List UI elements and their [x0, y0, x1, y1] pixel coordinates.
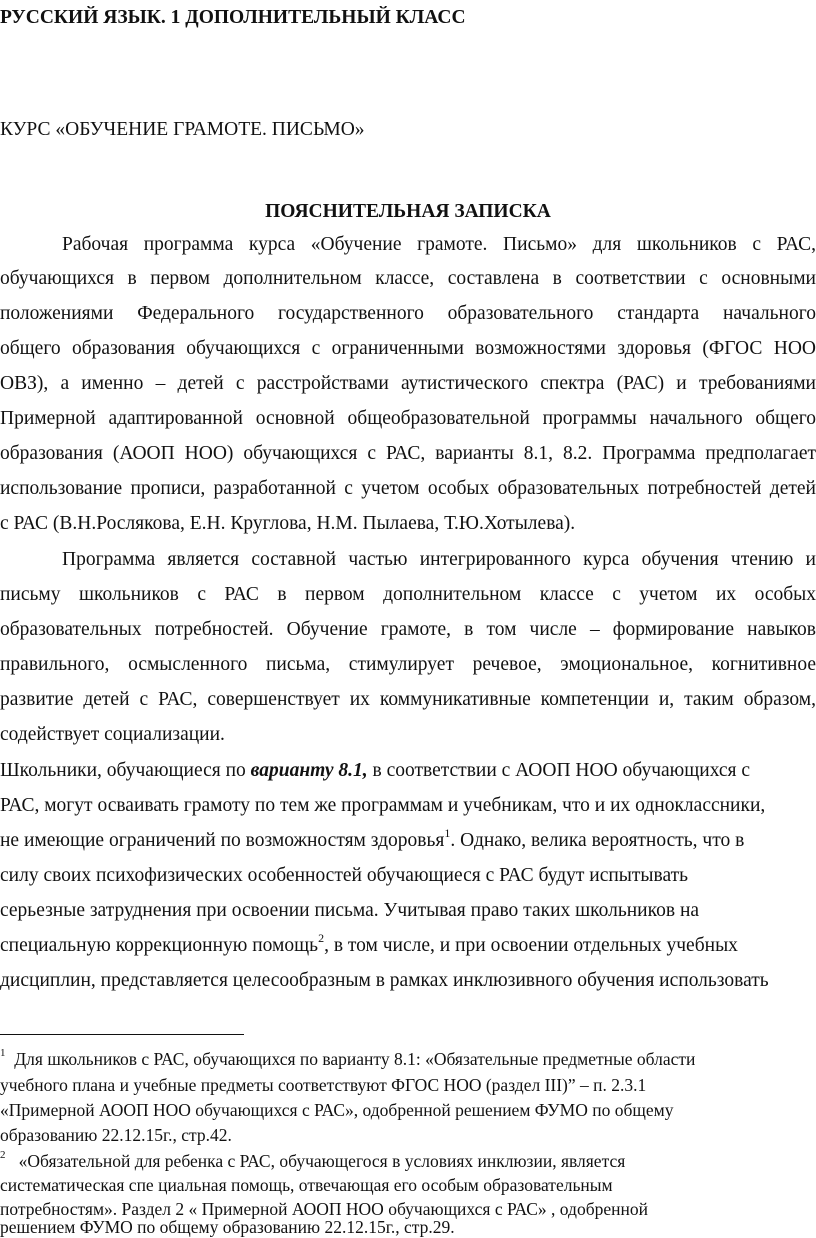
- note-heading: ПОЯСНИТЕЛЬНАЯ ЗАПИСКА: [265, 201, 551, 222]
- paragraph-line: образования (АООП НОО) обучающихся с РАС, варианты 8.1, 8.2. Программа предполагает: [0, 443, 816, 464]
- footnote-line: «Примерной АООП НОО обучающихся с РАС», одобренной решением ФУМО по общему: [0, 1100, 674, 1120]
- footnote-separator: [0, 1034, 244, 1035]
- paragraph-line: дисциплин, представляется целесообразным в рамках инклюзивного обучения использовать: [0, 970, 769, 991]
- footnote-line: учебного плана и учебные предметы соответствуют ФГОС НОО (раздел III)” – п. 2.3.1: [0, 1075, 647, 1095]
- paragraph-line: развитие детей с РАС, совершенствует их коммуникативные компетенции и, таким образом,: [0, 689, 816, 710]
- paragraph-line: РАС, могут осваивать грамоту по тем же программам и учебникам, что и их одноклассники,: [0, 795, 766, 816]
- footnote-ref-1[interactable]: 1: [444, 829, 451, 840]
- paragraph-line: [0, 759, 816, 783]
- paragraph-line: правильного, осмысленного письма, стимулирует речевое, эмоциональное, когнитивное: [0, 654, 816, 675]
- footnote-mark-1: 1: [0, 1048, 6, 1060]
- paragraph-line: письму школьников с РАС в первом дополнительном классе с учетом их особых: [0, 584, 816, 605]
- footnote-text: Для школьников с РАС, обучающихся по варианту 8.1: «Обязательные предметные области: [14, 1049, 696, 1069]
- footnote-text: «Обязательной для ребенка с РАС, обучающегося в условиях инклюзии, является: [18, 1151, 626, 1171]
- paragraph-line: положениями Федерального государственного образовательного стандарта начального: [0, 303, 816, 324]
- paragraph-line: Рабочая программа курса «Обучение грамоте. Письмо» для школьников с РАС,: [62, 234, 816, 255]
- paragraph-text: Школьники, обучающиеся по: [0, 760, 251, 781]
- paragraph-line: с РАС (В.Н.Рослякова, Е.Н. Круглова, Н.М. Пылаева, Т.Ю.Хотылева).: [0, 513, 576, 534]
- footnote-line: решением ФУМО по общему образованию 22.12.15г., стр.29.: [0, 1217, 455, 1237]
- course-title: КУРС «ОБУЧЕНИЕ ГРАМОТЕ. ПИСЬМО»: [0, 119, 365, 140]
- paragraph-text: не имеющие ограничений по возможностям здоровья: [0, 830, 445, 851]
- paragraph-text: в соответствии с АООП НОО обучающихся с: [367, 760, 751, 781]
- footnote-line: образованию 22.12.15г., стр.42.: [0, 1125, 232, 1145]
- paragraph-line: Программа является составной частью интегрированного курса обучения чтению и: [62, 549, 816, 570]
- paragraph-text: специальную коррекционную помощь: [0, 935, 319, 956]
- document-header-title: РУССКИЙ ЯЗЫК. 1 ДОПОЛНИТЕЛЬНЫЙ КЛАСС: [0, 7, 466, 28]
- footnote-mark-2: 2: [0, 1150, 6, 1162]
- paragraph-line: ОВЗ), а именно – детей с расстройствами аутистического спектра (РАС) и требованиями: [0, 373, 816, 394]
- footnote-line: потребностям». Раздел 2 « Примерной АООП НОО обучающихся с РАС» , одобренной: [0, 1199, 648, 1219]
- paragraph-line: использование прописи, разработанной с учетом особых образовательных потребностей детей: [0, 478, 816, 499]
- paragraph-line: серьезные затруднения при освоении письма. Учитывая право таких школьников на: [0, 900, 700, 921]
- paragraph-text: , в том числе, и при освоении отдельных учебных: [324, 935, 738, 956]
- paragraph-line: [0, 934, 816, 958]
- footnote-line: систематическая спе циальная помощь, отвечающая его особым образовательным: [0, 1175, 613, 1195]
- footnote-line: [0, 1048, 816, 1070]
- paragraph-line: силу своих психофизических особенностей обучающиеся с РАС будут испытывать: [0, 865, 689, 886]
- footnote-line: [0, 1150, 816, 1172]
- paragraph-line: общего образования обучающихся с ограниченными возможностями здоровья (ФГОС НОО: [0, 338, 816, 359]
- paragraph-line: образовательных потребностей. Обучение грамоте, в том числе – формирование навыков: [0, 619, 816, 640]
- variant-emphasis: варианту 8.1,: [250, 760, 368, 781]
- paragraph-line: содействует социализации.: [0, 724, 225, 745]
- paragraph-line: [0, 829, 816, 853]
- footnote-ref-2[interactable]: 2: [318, 934, 325, 945]
- paragraph-line: Примерной адаптированной основной общеобразовательной программы начального общего: [0, 408, 816, 429]
- paragraph-text: . Однако, велика вероятность, что в: [450, 830, 745, 851]
- paragraph-line: обучающихся в первом дополнительном классе, составлена в соответствии с основными: [0, 268, 816, 289]
